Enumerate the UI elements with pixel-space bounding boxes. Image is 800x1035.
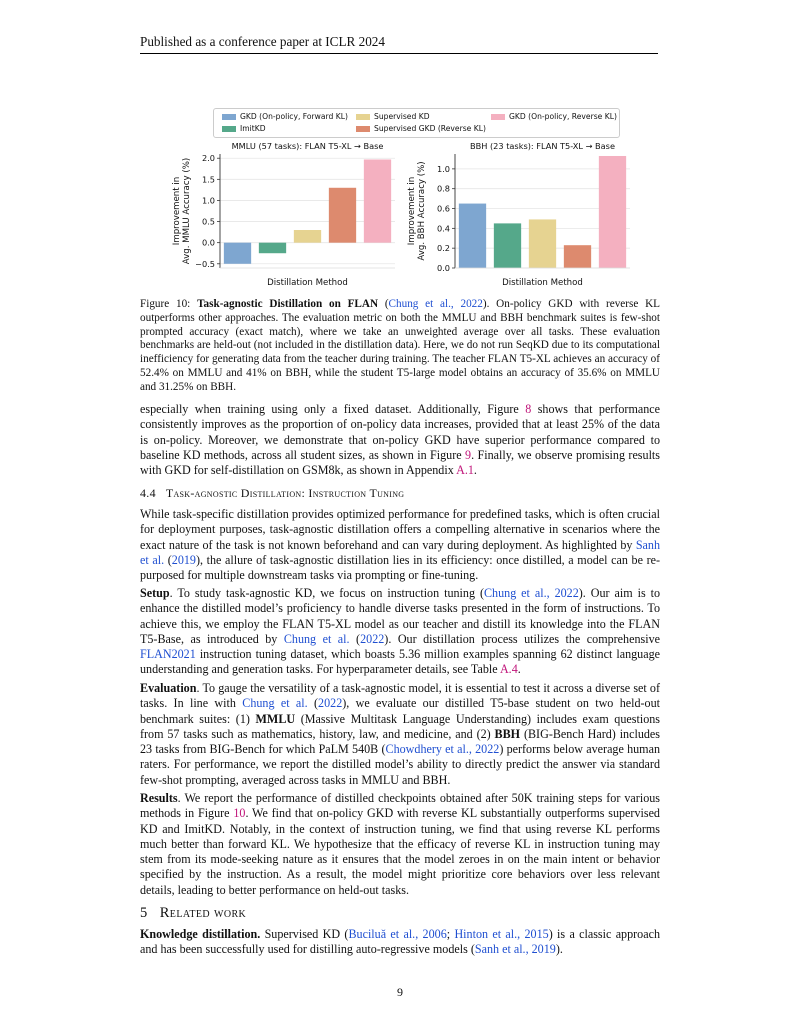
chart-legend	[213, 108, 620, 138]
run-in-heading: Setup	[140, 586, 170, 600]
bbh-chart	[400, 140, 640, 290]
caption-text: ). On-policy GKD with reverse KL outperforms other approaches. The evaluation metric on both the MMLU and BBH benchmark suites is few-shot prompted accuracy (exact match), where we take an unweighted average over all tasks. These evaluation benchmarks are held-out (not included in the distillation data). Here, we do not run SeqKD due to its computational inefficiency for generating data from the teacher during training. The teacher FLAN T5-XL achieves an accuracy of 52.4% on MMLU and 41% on BBH, while the student T5-large model obtains an accuracy of 35.6% on MMLU and 31.25% on BBH.	[140, 298, 660, 393]
legend-item	[491, 112, 617, 121]
citation-link[interactable]: Sanh et al.	[140, 537, 660, 567]
text: shows that performance consistently improves as the proportion of on-policy data increases, provided that at least 25% of the data is on-policy. Moreover, we demonstrate that on-policy GKD have superior performance compared to baseline KD methods, across all student sizes, as shown in Figure	[140, 402, 661, 462]
page-number: 9	[397, 985, 403, 999]
section-title: Task-agnostic Distillation: Instruction Tuning	[165, 486, 405, 500]
text: ).	[555, 942, 563, 957]
bar	[224, 243, 251, 264]
mmlu-chart-svg	[165, 140, 405, 290]
text: especially when training using only a fixed dataset. Additionally, Figure	[140, 402, 526, 416]
bar	[329, 188, 356, 243]
y-tick-label: 1.0	[201, 195, 215, 206]
text: .	[517, 662, 521, 677]
x-axis-label: Distillation Method	[502, 278, 583, 288]
paragraph: Evaluation. To gauge the versatility of a task-agnostic model, it is essential to test it across a diverse set of tasks. In line with Chung et al. (2022), we evaluate our distilled T5-base student on two held-out benchmark suites: (1) MMLU (Massive Multitask Language Understanding) includes exam questions from 57 tasks such as mathematics, history, law, and medicine, and (2) BBH (BIG-Bench Hard) includes 23 tasks from BIG-Bench for which PaLM 540B (Chowdhery et al., 2022) performs below average human raters. For performance, we report the distilled model’s ability to directly predict the answer via standard few-shot prompting, averaged across tasks in MMLU and BBH.	[140, 681, 660, 787]
chart-title: BBH (23 tasks): FLAN T5-XL → Base	[470, 141, 615, 151]
bbh-chart-svg	[400, 140, 640, 290]
y-tick-label: 0.2	[436, 243, 450, 254]
legend-label: GKD (On-policy, Forward KL)	[240, 112, 348, 121]
legend-item	[356, 124, 486, 133]
bar	[564, 245, 591, 268]
citation-link[interactable]: Chowdhery et al., 2022	[385, 742, 500, 757]
bar	[494, 223, 521, 268]
text: . Finally, we observe promising results with GKD for self-distillation on GSM8k, as shown in Appendix	[140, 447, 660, 478]
bar	[459, 204, 486, 268]
legend-swatch	[222, 126, 236, 132]
section-title: Related work	[159, 905, 247, 921]
citation-link[interactable]: Sanh et al., 2019	[474, 942, 556, 957]
legend-item	[222, 124, 266, 133]
dataset-link[interactable]: FLAN2021	[140, 647, 196, 662]
paragraph: Setup. To study task-agnostic KD, we focus on instruction tuning (Chung et al., 2022). Our aim is to enhance the distilled model’s proficiency to handle diverse tasks presented in the form of instructions. To achieve this, we employ the FLAN T5-XL model as our teacher and distill its knowledge into the FLAN T5-Base, as introduced by Chung et al. (2022). Our distillation process utilizes the comprehensive FLAN2021 instruction tuning dataset, which boasts 5.36 million examples spanning 62 distinct language understanding and generation tasks. For hyperparameter details, see Table A.4.	[140, 586, 661, 677]
text: ) is a classic approach and has been successfully used for distilling auto-regressive models (	[140, 927, 661, 957]
bold-term: MMLU	[255, 711, 296, 726]
x-axis-label: Distillation Method	[267, 278, 348, 288]
legend-swatch	[356, 126, 370, 132]
y-tick-label: 0.0	[436, 263, 450, 273]
text: . We find that on-policy GKD with reverse KL substantially outperforms supervised KD and ImitKD. Notably, in the context of instruction tuning, we find that using reverse KL performs much better than forward KL. We hypothesize that the efficacy of reverse KL in instruction tuning may stem from its mode-seeking nature as it ensures that the model zeroes in on the main intent or behavior specified by the instruction. As a result, the model might prioritize core behaviors over less relevant details, leading to better performance on held-out tasks.	[140, 806, 660, 897]
section-heading-4-4	[140, 486, 404, 501]
citation-link[interactable]: Chung et al., 2022	[483, 586, 579, 600]
section-number: 4.4	[140, 486, 156, 500]
bar	[364, 159, 391, 242]
figure-ref-link[interactable]: 10	[233, 806, 246, 821]
citation-link[interactable]: Buciluǎ et al., 2006	[348, 927, 447, 941]
bar	[259, 243, 286, 254]
text: (BIG-Bench Hard) includes 23 tasks from BIG-Bench for which PaLM 540B (	[140, 726, 660, 757]
appendix-ref-link[interactable]: A.1	[456, 463, 474, 478]
figure-ref-link[interactable]: 9	[465, 447, 472, 462]
bold-term: BBH	[494, 726, 521, 741]
paragraph	[140, 402, 660, 478]
legend-label: ImitKD	[240, 124, 266, 133]
legend-swatch	[222, 114, 236, 120]
text: (Massive Multitask Language Understanding) includes exam questions from 57 tasks such as mathematics, history, law, and medicine, and (2)	[140, 711, 660, 741]
chart-title: MMLU (57 tasks): FLAN T5-XL → Base	[231, 141, 384, 151]
y-tick-label: −0.5	[195, 258, 215, 269]
legend-item	[356, 112, 430, 121]
y-axis-label: Avg. BBH Accuracy (%)	[417, 161, 427, 261]
legend-label: Supervised KD	[374, 112, 430, 121]
run-in-heading: Evaluation	[140, 681, 197, 695]
citation-link[interactable]: Chung et al., 2022	[388, 298, 483, 310]
table-ref-link[interactable]: A.4	[499, 662, 518, 677]
mmlu-chart	[165, 140, 405, 290]
bar	[294, 230, 321, 243]
bar	[529, 219, 556, 268]
text: ). Our aim is to enhance the distilled model’s proficiency to handle diverse tasks presented in the form of instructions. To achieve this, we employ the FLAN T5-XL model as our teacher and distill its knowledge into the FLAN T5-Base, as introduced by	[140, 586, 661, 646]
text: , we evaluate our distilled T5-base student on two held-out benchmark suites: (1)	[140, 696, 660, 726]
running-header: Published as a conference paper at ICLR 2024	[140, 34, 658, 54]
y-tick-label: 2.0	[201, 153, 215, 164]
text: . Our distillation process utilizes the comprehensive	[388, 631, 660, 646]
text: While task-specific distillation provides optimized performance for predefined tasks, which is often crucial for deployment purposes, task-agnostic distillation offers a compelling alternative in scenarios where the exact nature of the task is not known beforehand and can vary during deployment. As highlighted by	[140, 507, 660, 552]
figure-caption: Figure 10: Task-agnostic Distillation on FLAN (Chung et al., 2022). On-policy GKD with reverse KL outperforms other approaches. The evaluation metric on both the MMLU and BBH benchmark suites is few-shot prompted accuracy (exact match), where we take an unweighted average over all tasks. These evaluation benchmarks are held-out (not included in the distillation data). Here, we do not run SeqKD due to its computational inefficiency for generating data from the teacher during training. The teacher FLAN T5-XL achieves an accuracy of 52.4% on MMLU and 41% on BBH, while the student T5-large model obtains an accuracy of 35.6% on MMLU and 31.25% on BBH.	[140, 298, 660, 393]
text: .	[473, 463, 477, 478]
citation-link[interactable]: Chung et al.	[283, 631, 350, 646]
bar	[599, 156, 626, 268]
caption-title: Task-agnostic Distillation on FLAN	[197, 298, 379, 310]
text: . We report the performance of distilled checkpoints obtained after 50K training steps for various methods in Figure	[140, 791, 660, 821]
y-axis-label: Avg. MMLU Accuracy (%)	[182, 157, 192, 265]
y-tick-label: 1.5	[201, 174, 215, 185]
y-tick-label: 0.6	[436, 203, 450, 214]
legend-label: Supervised GKD (Reverse KL)	[374, 124, 486, 133]
y-tick-label: 0.5	[201, 216, 215, 227]
run-in-heading: Knowledge distillation.	[140, 927, 261, 941]
section-number: 5	[140, 905, 148, 921]
text: instruction tuning dataset, which boasts 5.36 million examples spanning 62 distinct language understanding and generation tasks. For hyperparameter details, see Table	[140, 647, 660, 677]
caption-label: Figure 10:	[140, 298, 191, 310]
citation-year-link[interactable]: 2022	[318, 696, 343, 711]
y-axis-label: Improvement in	[407, 176, 417, 246]
paragraph: While task-specific distillation provides optimized performance for predefined tasks, which is often crucial for deployment purposes, task-agnostic distillation offers a compelling alternative in scenarios where the exact nature of the task is not known beforehand and can vary during deployment. As highlighted by Sanh et al. (2019), the allure of task-agnostic distillation lies in its efficiency: once distilled, a model can be re-purposed for multiple downstream tasks via prompting or fine-tuning.	[140, 507, 660, 583]
legend-swatch	[491, 114, 505, 120]
legend-swatch	[356, 114, 370, 120]
text: Supervised KD (	[260, 927, 349, 941]
citation-link[interactable]: Chung et al.	[242, 696, 308, 711]
run-in-heading: Results	[140, 791, 178, 805]
text: ;	[446, 927, 455, 941]
y-axis-label: Improvement in	[172, 176, 182, 246]
text: . To study task-agnostic KD, we focus on instruction tuning (	[169, 586, 484, 600]
paragraph	[140, 791, 660, 898]
citation-year-link[interactable]: 2019	[171, 552, 196, 567]
y-tick-label: 0.8	[436, 183, 450, 194]
y-tick-label: 0.4	[436, 223, 450, 234]
citation-link[interactable]: Hinton et al., 2015	[454, 927, 549, 941]
citation-year-link[interactable]: 2022	[360, 631, 385, 646]
y-tick-label: 1.0	[436, 163, 450, 174]
text: , the allure of task-agnostic distillation lies in its efficiency: once distilled, a model can be re-purposed for multiple downstream tasks via prompting or fine-tuning.	[140, 552, 660, 583]
paragraph	[140, 927, 660, 958]
y-tick-label: 0.0	[201, 237, 215, 248]
text: ) performs below average human raters. For performance, we report the distilled model’s ability to directly predict the answer via standard few-shot prompting, averaged across tasks in MMLU and BBH.	[140, 742, 660, 787]
legend-item	[222, 112, 348, 121]
legend-label: GKD (On-policy, Reverse KL)	[509, 112, 617, 121]
figure-ref-link[interactable]: 8	[525, 402, 532, 416]
section-heading-5	[140, 905, 246, 922]
text: . To gauge the versatility of a task-agnostic model, it is essential to test it across a diverse set of tasks. In line with	[140, 681, 660, 711]
